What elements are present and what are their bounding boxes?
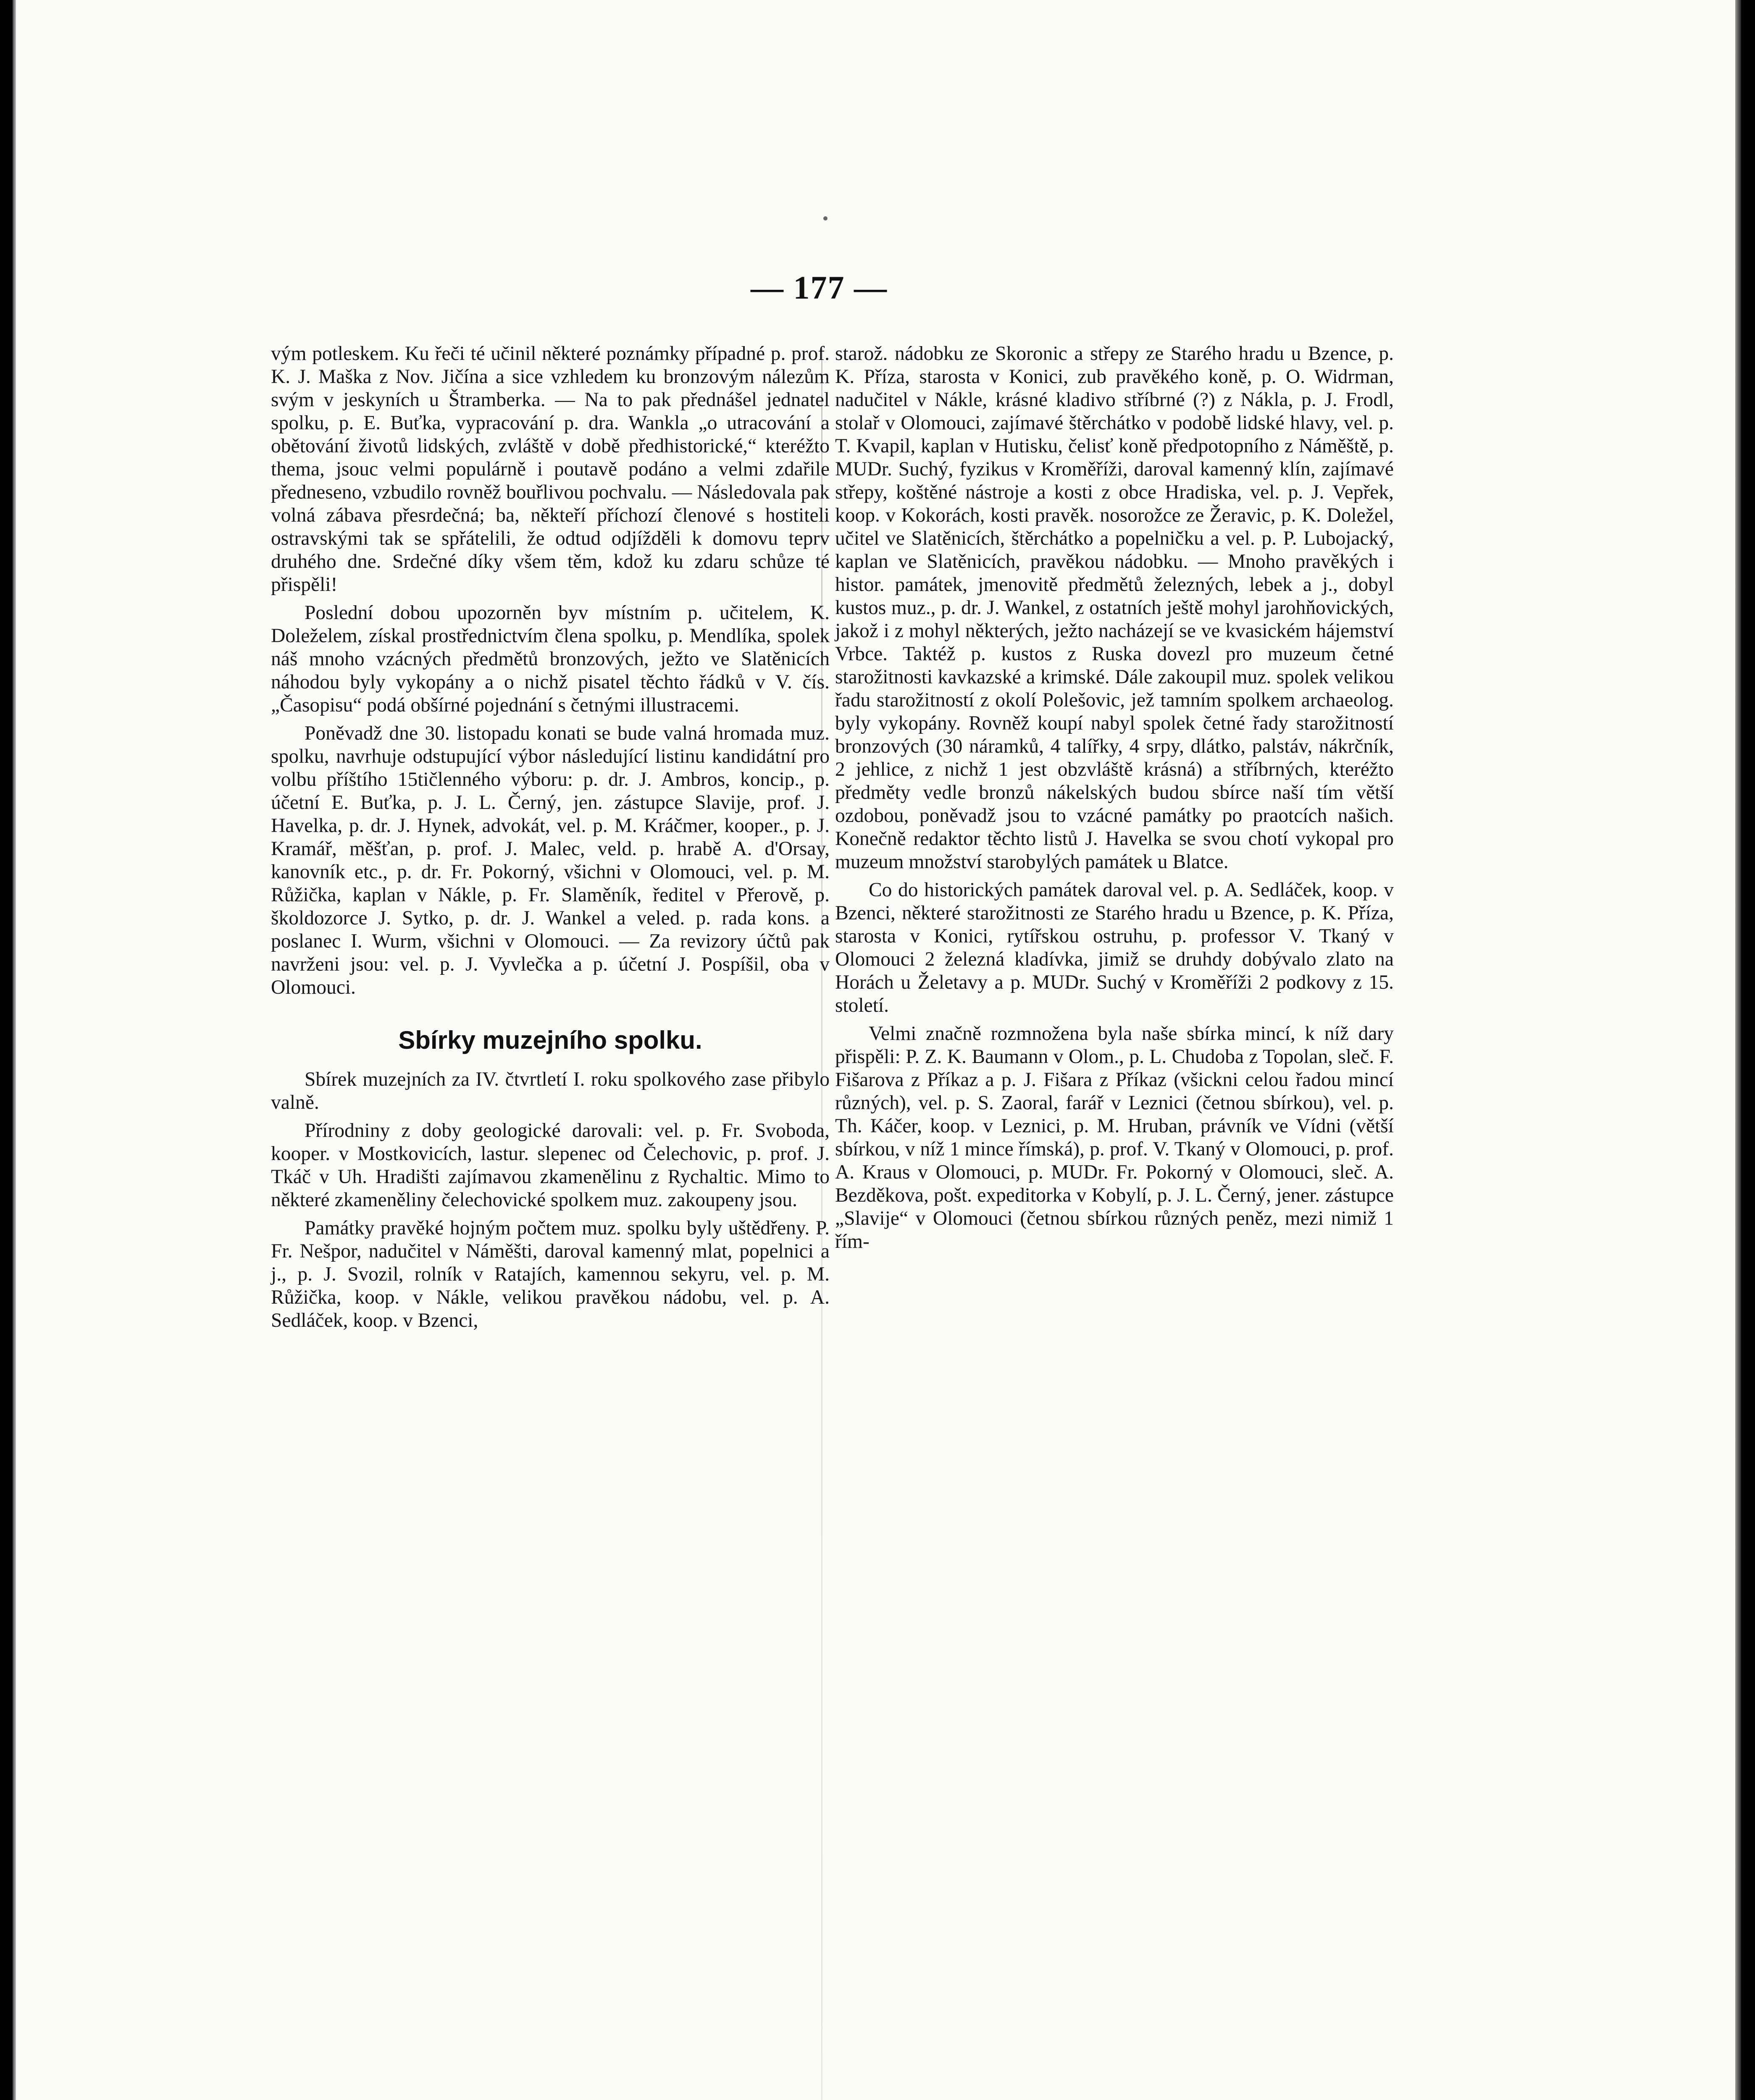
ink-speck bbox=[823, 216, 828, 220]
right-paragraph-1: starož. nádobku ze Skoronic a střepy ze Starého hradu u Bzence, p. K. Příza, starosta v Konici, zub pravěkého koně, p. O. Widrman, nadučitel v Nákle, krásné kladivo stříbrné (?) z Nákla, p. J. Frodl, stolař v Olomouci, zajímavé štěrchátko v podobě lidské hlavy, vel. p. T. Kvapil, kaplan v Hutisku, čelisť koně předpotopního z Náměště, p. MUDr. Suchý, fyzikus v Kroměříži, daroval kamenný klín, zajímavé střepy, koštěné nástroje a kosti z obce Hradiska, vel. p. J. Vepřek, koop. v Kokorách, kosti pravěk. nosorožce ze Žeravic, p. K. Doležel, učitel ve Slatěnicích, štěrchátko a popelničku a vel. p. P. Lubojacký, kaplan ve Slatěnicích, pravěkou nádobku. — Mnoho pravěkých i histor. památek, jmenovitě předmětů železných, lebek a j., dobyl kustos muz., p. dr. J. Wankel, z ostatních ještě mohyl jarohňovických, jakož i z mohyl některých, ježto nacházejí se ve kvasickém hájemství Vrbce. Taktéž p. kustos z Ruska dovezl pro muzeum četné starožitnosti kavkazské a krimské. Dále zakoupil muz. spolek velikou řadu starožitností z okolí Polešovic, jež tamním spolkem archaeolog. byly vykopány. Rovněž koupí nabyl spolek četné řady starožitností bronzových (30 náramků, 4 talířky, 4 srpy, dlátko, palstáv, nákrčník, 2 jehlice, z nichž 1 jest obzvláště krásná) a stříbrných, kteréžto předměty vedle bronzů nákelských budou sbírce naší tím větší ozdobou, poněvadž jsou to vzácné památky po praotcích našich. Konečně redaktor těchto listů J. Havelka se svou chotí vykopal pro muzeum množství starobylých památek u Blatce. bbox=[835, 343, 1394, 873]
left-column bbox=[271, 342, 830, 1332]
right-column bbox=[835, 342, 1394, 1253]
section-title: Sbírky muzejního spolku. bbox=[398, 1026, 702, 1054]
right-paragraph-3: Velmi značně rozmnožena byla naše sbírka mincí, k níž dary přispěli: P. Z. K. Baumann v Olom., p. L. Chudoba z Topolan, sleč. F. Fišarova z Příkaz a p. J. Fišara z Příkaz (všickni celou řadou mincí různých), vel. p. S. Zaoral, farář v Leznici (četnou sbírkou), vel. p. Th. Káčer, koop. v Leznici, p. M. Hruban, právník ve Vídni (větší sbírkou, v níž 1 mince římská), p. prof. V. Tkaný v Olomouci, p. prof. A. Kraus v Olomouci, p. MUDr. Fr. Pokorný v Olomouci, slеč. A. Bezděkova, pošt. expeditorka v Kobylí, p. J. L. Černý, jener. zástupce „Slavije“ v Olomouci (četnou sbírkou různých peněz, mezi nimiž 1 řím- bbox=[835, 1023, 1394, 1252]
scanned-page bbox=[13, 0, 1741, 2100]
page-edge-shadow-left bbox=[13, 0, 16, 2100]
left-paragraph-1: vým potleskem. Ku řeči té učinil některé poznámky případné p. prof. K. J. Maška z Nov. Jičína a sice vzhledem ku bronzovým nálezům svým v jeskyních u Štramberka. — Na to pak přednášel jednatel spolku, p. E. Buťka, vypracování p. dra. Wankla „o utracování a obětování životů lidských, zvláště v době předhistorické,“ kteréžto thema, jsouc velmi populárně i poutavě podáno a velmi zdařile předneseno, vzbudilo rovněž bouřlivou pochvalu. — Následovala pak volná zábava přesrdečná; ba, někteří příchozí členové s hostiteli ostravskými tak se spřátelili, že odtud odjížděli k domovu teprv druhého dne. Srdečné díky všem těm, kdož ku zdaru schůze té přispěli! bbox=[271, 343, 830, 596]
page-edge-shadow-right bbox=[1735, 0, 1741, 2100]
right-paragraph-2: Co do historických památek daroval vel. p. A. Sedláček, koop. v Bzenci, některé starožitnosti ze Starého hradu u Bzence, p. K. Příza, starosta v Konici, rytířskou ostruhu, p. professor V. Tkaný v Olomouci 2 železná kladívka, jimiž se druhdy dobývalo zlato na Horách u Želetavy a p. MUDr. Suchý v Kroměříži 2 podkovy z 15. století. bbox=[835, 879, 1394, 1016]
section-paragraph-3: Památky pravěké hojným počtem muz. spolku byly uštědřeny. P. Fr. Nešpor, nadučitel v Náměšti, daroval kamenný mlat, popelnici a j., p. J. Svozil, rolník v Ratajích, kamennou sekyru, vel. p. M. Růžička, koop. v Nákle, velikou pravěkou nádobu, vel. p. A. Sedláček, koop. v Bzenci, bbox=[271, 1217, 830, 1331]
page-number: — 177 — bbox=[751, 269, 888, 306]
section-paragraph-1: Sbírek muzejních za IV. čtvrtletí I. roku spolkového zase přibylo valně. bbox=[271, 1068, 830, 1113]
section-paragraph-2: Přírodniny z doby geologické darovali: vel. p. Fr. Svoboda, kooper. v Mostkovicích, lastur. slepenec od Čelechovic, p. prof. J. Tkáč v Uh. Hradišti zajímavou zkamenělinu z Rychaltic. Mimo to některé zkameněliny čelechovické spolkem muz. zakoupeny jsou. bbox=[271, 1120, 830, 1211]
left-paragraph-3: Poněvadž dne 30. listopadu konati se bude valná hromada muz. spolku, navrhuje odstupující výbor následující listinu kandidátní pro volbu příštího 15tičlenného výboru: p. dr. J. Ambros, koncip., p. účetní E. Buťka, p. J. L. Černý, jen. zástupce Slavije, prof. J. Havelka, p. dr. J. Hynek, advokát, vel. p. M. Kráčmer, kooper., p. J. Kramář, měšťan, p. prof. J. Malec, veld. p. hrabě A. d'Orsay, kanovník etc., p. dr. Fr. Pokorný, všichni v Olomouci, vel. p. M. Růžička, kaplan v Nákle, p. Fr. Slaměník, ředitel v Přerově, p. školdozorce J. Sytko, p. dr. J. Wankel a veled. p. rada kons. a poslanec I. Wurm, všichni v Olomouci. — Za revizory účtů pak navrženi jsou: vel. p. J. Vyvlečka a p. účetní J. Pospíšil, oba v Olomouci. bbox=[271, 722, 830, 998]
left-paragraph-2: Poslední dobou upozorněn byv místním p. učitelem, K. Doleželem, získal prostřednictvím člena spolku, p. Mendlíka, spolek náš mnoho vzácných předmětů bronzových, ježto ve Slatěnicích náhodou byly vykopány a o nichž pisatel těchto řádků v V. čís. „Časopisu“ podá obšírné pojednání s četnými illustracemi. bbox=[271, 602, 830, 716]
